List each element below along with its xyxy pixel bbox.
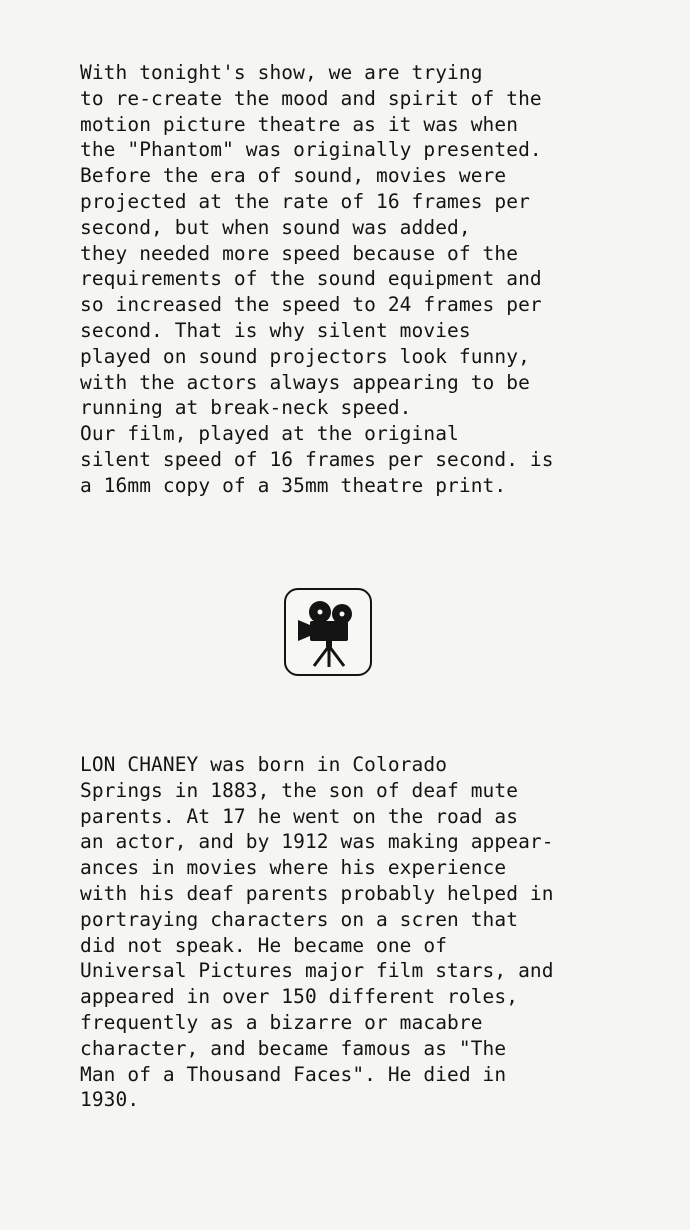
movie-camera-icon [284, 588, 372, 676]
lon-chaney-paragraph: LON CHANEY was born in Colorado Springs in 1883, the son of deaf mute parents. At 17 he went on the road as an actor, and by 1912 was making appear- ances in movies where his experience with his deaf parents probably helped in portraying characters on a scren that did not speak. He became one of Universal Pictures major film stars, and appeared in over 150 different roles, frequently as a bizarre or macabre character, and became famous as "The Man of a Thousand Faces". He died in 1930. [80, 753, 554, 1112]
intro-paragraph: With tonight's show, we are trying to re-create the mood and spirit of the motion picture theatre as it was when the "Phantom" was originally presented. Before the era of sound, movies were projected at the rate of 16 frames per second, but when sound was added, they needed more speed because of the requirements of the sound equipment and so increased the speed to 24 frames per second. That is why silent movies played on sound projectors look funny, with the actors always appearing to be running at break-neck speed. Our film, played at the original silent speed of 16 frames per second. is a 16mm copy of a 35mm theatre print. [80, 61, 554, 497]
movie-camera-graphic [290, 594, 366, 670]
